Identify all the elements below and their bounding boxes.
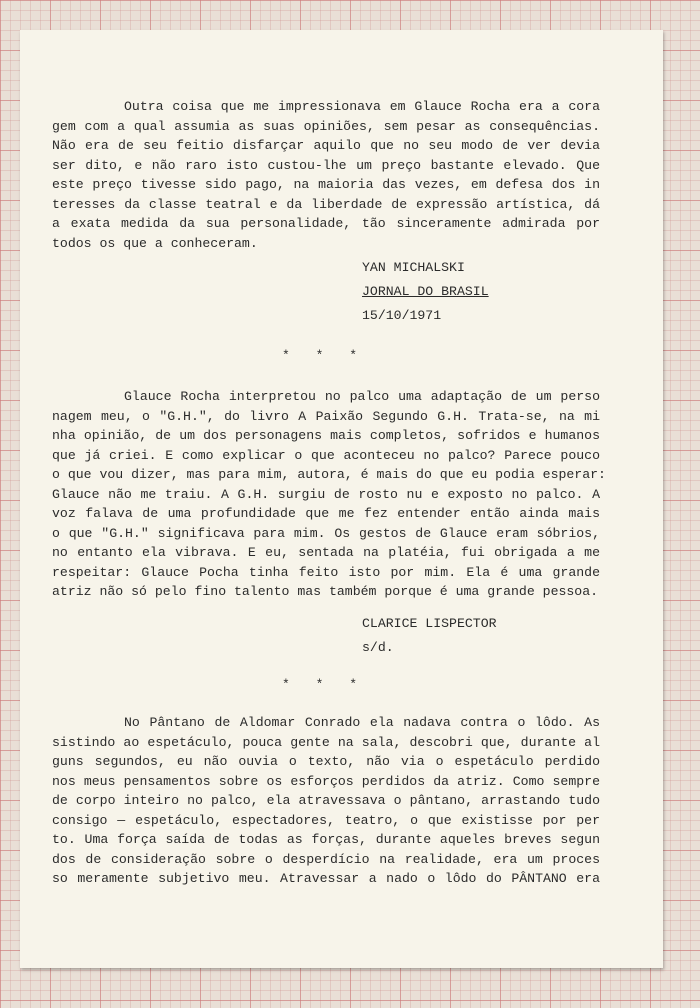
text-line: a exata medida da sua personalidade, tão sinceramente admirada por — [52, 216, 600, 231]
publication-date: s/d. — [362, 640, 394, 655]
paragraph-michalski — [52, 97, 600, 253]
text-line: Glauce Rocha interpretou no palco uma adaptação de um perso — [124, 389, 600, 404]
text-line: so meramente subjetivo meu. Atravessar a nado o lôdo do PÂNTANO era — [52, 871, 600, 886]
text-line: consigo — espetáculo, espectadores, teatro, o que existisse por per — [52, 812, 600, 828]
text-line: Glauce não me traiu. A G.H. surgiu de rosto nu e exposto no palco. A — [52, 486, 600, 502]
text-line: o que "G.H." significava para mim. Os gestos de Glauce eram sóbrios, — [52, 525, 600, 541]
text-line: no entanto ela vibrava. E eu, sentada na platéia, fui obrigada a me — [52, 545, 600, 560]
signature-block-lispector — [362, 612, 497, 660]
author-name: CLARICE LISPECTOR — [362, 616, 497, 631]
text-line: o que vou dizer, mas para mim, autora, é mais do que eu podia esperar: — [52, 467, 606, 482]
text-line: todos os que a conheceram. — [52, 235, 258, 251]
text-line: gem com a qual assumia as suas opiniões, sem pesar as consequências. — [52, 118, 600, 134]
text-line: este preço tivesse sido pago, na maioria das vezes, em defesa dos in — [52, 177, 600, 192]
text-line: nos meus pensamentos sobre os esforços perdidos da atriz. Como sempre — [52, 773, 600, 789]
text-line: dos de consideração sobre o desperdício na realidade, era um proces — [52, 851, 600, 867]
paragraph-pantano — [52, 713, 600, 889]
text-line: respeitar: Glauce Pocha tinha feito isto por mim. Ela é uma grande — [52, 564, 600, 580]
text-line: No Pântano de Aldomar Conrado ela nadava contra o lôdo. As — [124, 715, 600, 730]
section-separator: * * * — [282, 348, 367, 363]
text-line: sistindo ao espetáculo, pouca gente na sala, descobri que, durante al — [52, 734, 600, 750]
text-line: que já criei. E como explicar o que aconteceu no palco? Parece pouco — [52, 447, 600, 463]
text-line: guns segundos, eu não ouvia o texto, não via o espetáculo perdido — [52, 754, 600, 769]
author-name: YAN MICHALSKI — [362, 260, 465, 275]
text-line: to. Uma força saída de todas as forças, durante aqueles breves segun — [52, 832, 600, 847]
text-line: nagem meu, o "G.H.", do livro A Paixão Segundo G.H. Trata-se, na mi — [52, 408, 600, 424]
newspaper-name: JORNAL DO BRASIL — [362, 284, 489, 299]
publication-date: 15/10/1971 — [362, 308, 442, 323]
text-line: teresses da classe teatral e da liberdade de expressão artística, dá — [52, 196, 600, 212]
signature-block-michalski — [362, 256, 489, 328]
text-line: Outra coisa que me impressionava em Glauce Rocha era a cora — [124, 99, 600, 114]
text-line: Não era de seu feitio disfarçar aquilo que no seu modo de ver devia — [52, 138, 600, 153]
text-line: ser dito, e não raro isto custou-lhe um preço bastante elevado. Que — [52, 157, 600, 173]
text-line: de corpo inteiro no palco, ela atravessava o pântano, arrastando tudo — [52, 793, 600, 808]
document-page — [20, 30, 663, 968]
text-line: voz falava de uma profundidade que me fez entender então ainda mais — [52, 506, 600, 521]
section-separator: * * * — [282, 677, 367, 692]
text-line: atriz não só pelo fino talento mas também porque é uma grande pessoa. — [52, 584, 599, 599]
paragraph-lispector — [52, 387, 606, 602]
text-line: nha opinião, de um dos personagens mais completos, sofridos e humanos — [52, 428, 600, 443]
